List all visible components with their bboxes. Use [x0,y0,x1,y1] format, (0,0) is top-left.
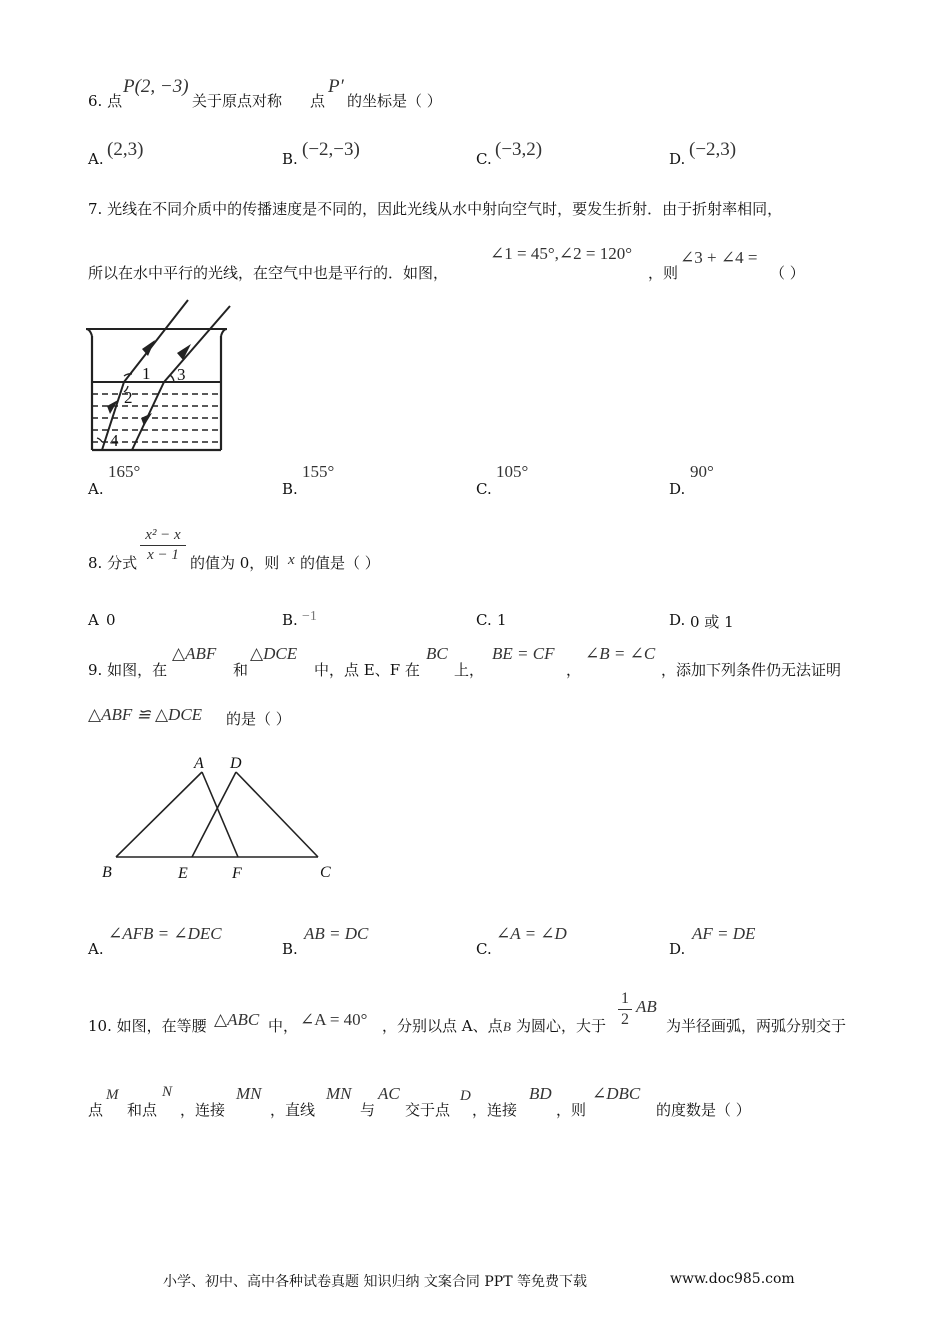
q9-cond2: ∠B = ∠C [585,644,656,663]
q10-b: B [503,1019,511,1034]
q9-line2-text: 的是（ ） [226,710,291,728]
q10-mn1: MN [236,1084,262,1103]
vertex-label-c: C [320,864,331,881]
q8-option-a-letter[interactable]: A [88,611,99,629]
q8-denominator: x − 1 [147,547,179,563]
q10-ab: AB [636,997,657,1016]
q6-option-d-value: (−2,3) [689,139,737,160]
q8-fraction [140,527,186,564]
q9-option-a-letter[interactable]: A. [88,940,104,958]
q10-mn2: MN [326,1084,352,1103]
q8-option-b-letter[interactable]: B. [282,611,298,629]
q8-suffix: 的值是（ ） [300,554,380,572]
q10-l2-b: 和点 [127,1101,158,1119]
q10-n: N [162,1084,173,1100]
triangles-figure [96,750,346,886]
q7-option-d-letter[interactable]: D. [669,480,686,498]
q6-option-d-letter[interactable]: D. [669,150,686,168]
q10-half-fraction [618,990,632,1029]
footer-left-text: 小学、初中、高中各种试卷真题 知识归纳 文案合同 PPT 等免费下载 [163,1274,587,1290]
q10-l2-c: ，连接 [180,1101,226,1119]
q6-point: P(2, −3) [123,76,189,97]
q6-suffix: 的坐标是（ ） [347,92,442,110]
q6-prefix: 6. 点 [88,92,123,110]
q9-option-d-value: AF = DE [692,924,756,943]
q9-tri2: △DCE [250,644,298,663]
q9-cond1: BE = CF [492,644,555,663]
q7-option-a-value: 165° [108,462,141,481]
q10-bd: BD [529,1084,552,1103]
q9-option-b-letter[interactable]: B. [282,940,298,958]
q6-option-a-value: (2,3) [107,139,144,160]
q6-mid2: 点 [310,92,326,110]
q10-l2-h: ，则 [556,1101,587,1119]
vertex-label-e: E [178,865,188,882]
q9-mid1: 中，点 E、F 在 [314,661,420,679]
q9-seg: BC [426,644,448,663]
q9-option-d-letter[interactable]: D. [669,940,686,958]
q10-l2-d: ，直线 [270,1101,316,1119]
q10-frac-num: 1 [621,990,629,1007]
q8-option-c-value: 1 [497,611,507,629]
q7-option-a-letter[interactable]: A. [88,480,104,498]
vertex-label-b: B [102,864,112,881]
q10-l2-i: 的度数是（ ） [656,1101,751,1119]
vertex-label-f: F [232,865,242,882]
q10-prefix: 10. 如图，在等腰 [88,1017,207,1035]
q10-mid2: ，分别以点 A、点 [382,1017,503,1035]
q9-option-b-value: AB = DC [304,924,369,943]
q7-line2-text: 所以在水中平行的光线，在空气中也是平行的．如图， [88,264,449,282]
q7-line2-math: ∠1 = 45°,∠2 = 120° [490,244,633,263]
q10-mid3: 为圆心，大于 [516,1017,607,1035]
q9-line2-math: △ABF ≌ △DCE [88,705,203,724]
q10-frac-den: 2 [621,1011,629,1028]
q10-mid4: 为半径画弧，两弧分别交于 [666,1017,847,1035]
q7-line2-end: （ ） [770,264,805,282]
q6-option-c-letter[interactable]: C. [476,150,492,168]
q9-option-a-value: ∠AFB = ∠DEC [108,924,222,943]
angle-label-4: 4 [110,431,119,450]
q10-mid1: 中， [268,1017,299,1035]
q9-and: 和 [233,661,249,679]
vertex-label-a: A [194,755,204,772]
q7-line1: 7. 光线在不同介质中的传播速度是不同的，因此光线从水中射向空气时，要发生折射．由于折射率相同， [88,200,783,218]
q10-dbc: ∠DBC [592,1084,641,1103]
q6-option-c-value: (−3,2) [495,139,543,160]
q9-mid3: ，添加下列条件仍无法证明 [661,661,842,679]
q7-line2-math2: ∠3 + ∠4 = [680,248,758,267]
q7-line2-mid: ，则 [648,264,679,282]
q7-option-b-value: 155° [302,462,335,481]
q9-option-c-letter[interactable]: C. [476,940,492,958]
q8-option-b-value: −1 [302,609,317,624]
q6-option-b-value: (−2,−3) [302,139,360,160]
angle-label-1: 1 [142,364,151,383]
q9-mid2: 上， [454,661,485,679]
q10-l2-g: ，连接 [472,1101,518,1119]
q7-option-b-letter[interactable]: B. [282,480,298,498]
q10-l2-f: 交于点 [405,1101,451,1119]
q8-option-a-value: 0 [106,611,116,629]
q10-angle: ∠A = 40° [300,1010,368,1029]
q7-option-c-value: 105° [496,462,529,481]
vertex-label-d: D [230,755,242,772]
q8-prefix: 8. 分式 [88,554,138,572]
q10-l2-e: 与 [360,1101,376,1119]
q6-point2: P′ [328,76,344,97]
q8-numerator: x² − x [145,527,181,543]
footer-site-link[interactable]: www.doc985.com [670,1271,795,1287]
refraction-beaker-figure [80,296,240,456]
q6-option-b-letter[interactable]: B. [282,150,298,168]
q7-option-d-value: 90° [690,462,714,481]
q8-var: x [288,552,295,568]
q10-tri: △ABC [214,1010,260,1029]
angle-label-3: 3 [177,365,186,384]
q10-m: M [106,1087,119,1103]
q10-l2-a: 点 [88,1101,104,1119]
q9-prefix: 9. 如图，在 [88,661,168,679]
q9-tri1: △ABF [172,644,217,663]
q8-option-c-letter[interactable]: C. [476,611,492,629]
angle-label-2: 2 [124,388,133,407]
q9-option-c-value: ∠A = ∠D [496,924,567,943]
q10-d: D [460,1088,471,1104]
q7-option-c-letter[interactable]: C. [476,480,492,498]
q10-ac: AC [378,1084,400,1103]
q6-option-a-letter[interactable]: A. [88,150,104,168]
q8-option-d-value: 0 或 1 [690,613,734,631]
q8-mid: 的值为 0，则 [190,554,280,572]
q6-mid: 关于原点对称 [192,92,283,110]
q8-option-d-letter[interactable]: D. [669,611,686,629]
q9-comma: ， [566,661,582,679]
